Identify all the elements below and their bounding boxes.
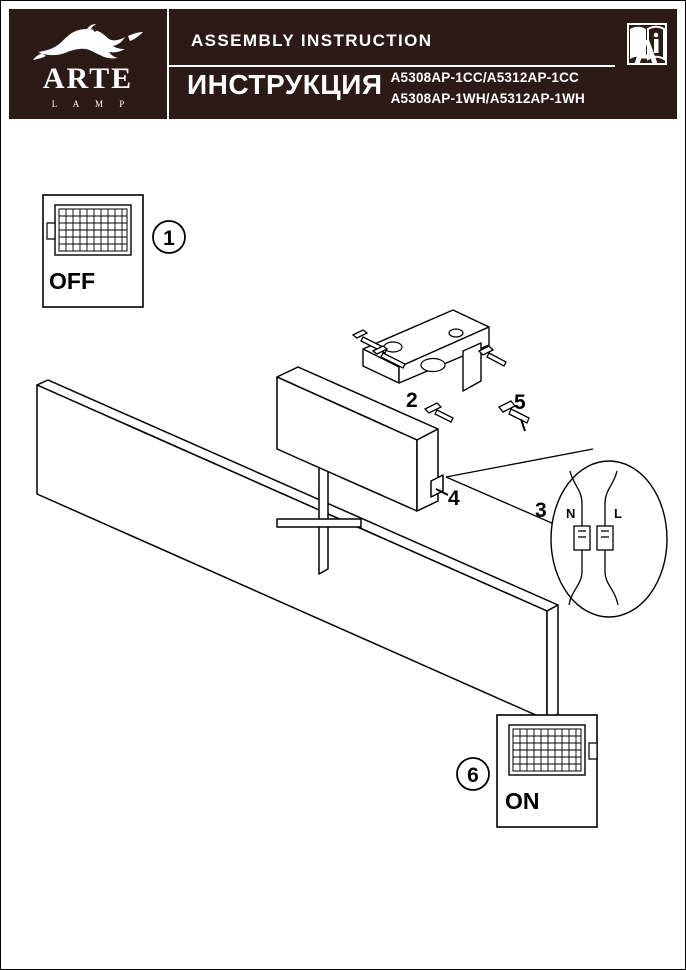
step-number-5: 5 xyxy=(514,391,526,414)
brand-logo-cell xyxy=(9,9,169,119)
step-6-group xyxy=(457,715,597,827)
title-cell xyxy=(169,9,615,119)
product-code-line-1: A5308AP-1CC/A5312AP-1CC xyxy=(390,70,580,85)
step-number-3: 3 xyxy=(535,499,547,522)
drawing-area xyxy=(1,119,686,970)
fixture-group xyxy=(37,367,558,720)
terminal-live-label: L xyxy=(614,506,622,521)
step-number-2: 2 xyxy=(406,389,418,412)
product-code-line-2: A5308AP-1WH/A5312AP-1WH xyxy=(390,90,585,106)
wall-switch-icon xyxy=(509,725,597,775)
step-number-4: 4 xyxy=(448,487,460,510)
brand-subtitle: L A M P xyxy=(51,98,132,109)
step-number-6: 6 xyxy=(467,764,479,787)
step-1-group xyxy=(43,195,185,307)
switch-on-label: ON xyxy=(505,788,540,814)
switch-off-label: OFF xyxy=(49,268,95,294)
title-russian: ИНСТРУКЦИЯ xyxy=(187,69,383,100)
brand-name: ARTE xyxy=(42,61,134,95)
product-codes xyxy=(391,68,585,110)
griffin-logo-icon xyxy=(32,22,144,62)
header-banner xyxy=(9,9,677,119)
wall-switch-icon xyxy=(47,205,131,255)
header-divider xyxy=(169,65,615,67)
assembly-diagram xyxy=(1,119,686,970)
step-number-1: 1 xyxy=(163,227,175,250)
title-english: ASSEMBLY INSTRUCTION xyxy=(191,31,433,50)
terminal-neutral-label: N xyxy=(566,506,576,521)
instruction-booklet-icon xyxy=(627,23,667,65)
sheet-letter-cell xyxy=(615,9,677,119)
